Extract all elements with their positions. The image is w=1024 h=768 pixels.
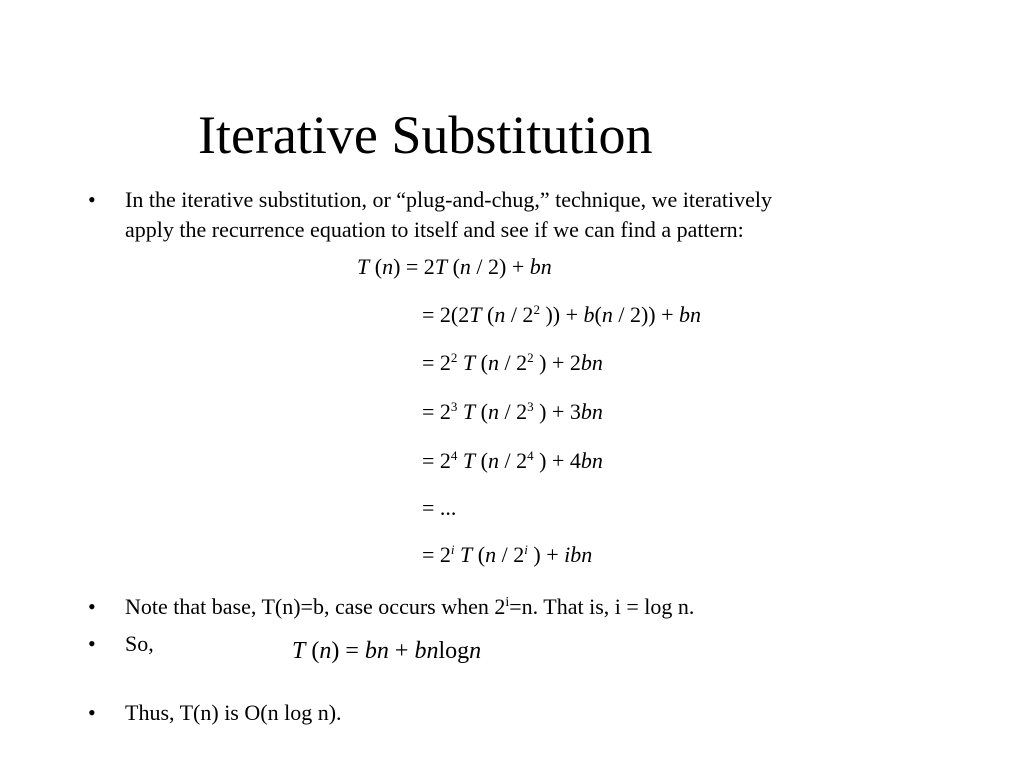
equation-line-0: T (n) = 2T (n / 2) + bn	[357, 254, 552, 279]
equation-line-5: = ...	[422, 495, 457, 520]
result-equation: T (n) = bn + bnlogn	[292, 638, 482, 664]
bullet-dot: •	[88, 700, 96, 725]
bullet-text-pre: Note that base, T(n)=b, case occurs when 2	[125, 594, 506, 619]
bullet-dot: •	[88, 187, 96, 212]
bullet-dot: •	[88, 594, 96, 619]
bullet-text	[125, 592, 694, 622]
bullet-text-line-1: In the iterative substitution, or “plug-and-chug,” technique, we iteratively	[125, 187, 772, 212]
bullet-text-line-2: apply the recurrence equation to itself and see if we can find a pattern:	[125, 217, 744, 242]
equation-line-6: = $2^i$ T (n / 2$^i$ ) + ibn	[422, 542, 593, 567]
bullet-text: So,	[125, 631, 154, 656]
equation-line-1: = 2(2T ($n / 2^2$ )) + b(n / 2)) + bn	[422, 302, 701, 327]
bullet-dot: •	[88, 631, 96, 656]
bullet-text: Thus, T(n) is O(n log n).	[125, 700, 342, 725]
page-title: Iterative Substitution	[198, 105, 653, 165]
bullet-text-post: =n. That is, i = log n.	[509, 594, 695, 619]
equation-line-4: = $2^4$ T ($n / 2^4$ ) + 4bn	[422, 448, 603, 473]
bullet-text-sup: i	[505, 595, 510, 610]
equation-line-2: = $2^2$ T ($n / 2^2$ ) + 2bn	[422, 350, 603, 375]
equation-line-3: = $2^3$ T ($n / 2^3$ ) + 3bn	[422, 399, 603, 424]
